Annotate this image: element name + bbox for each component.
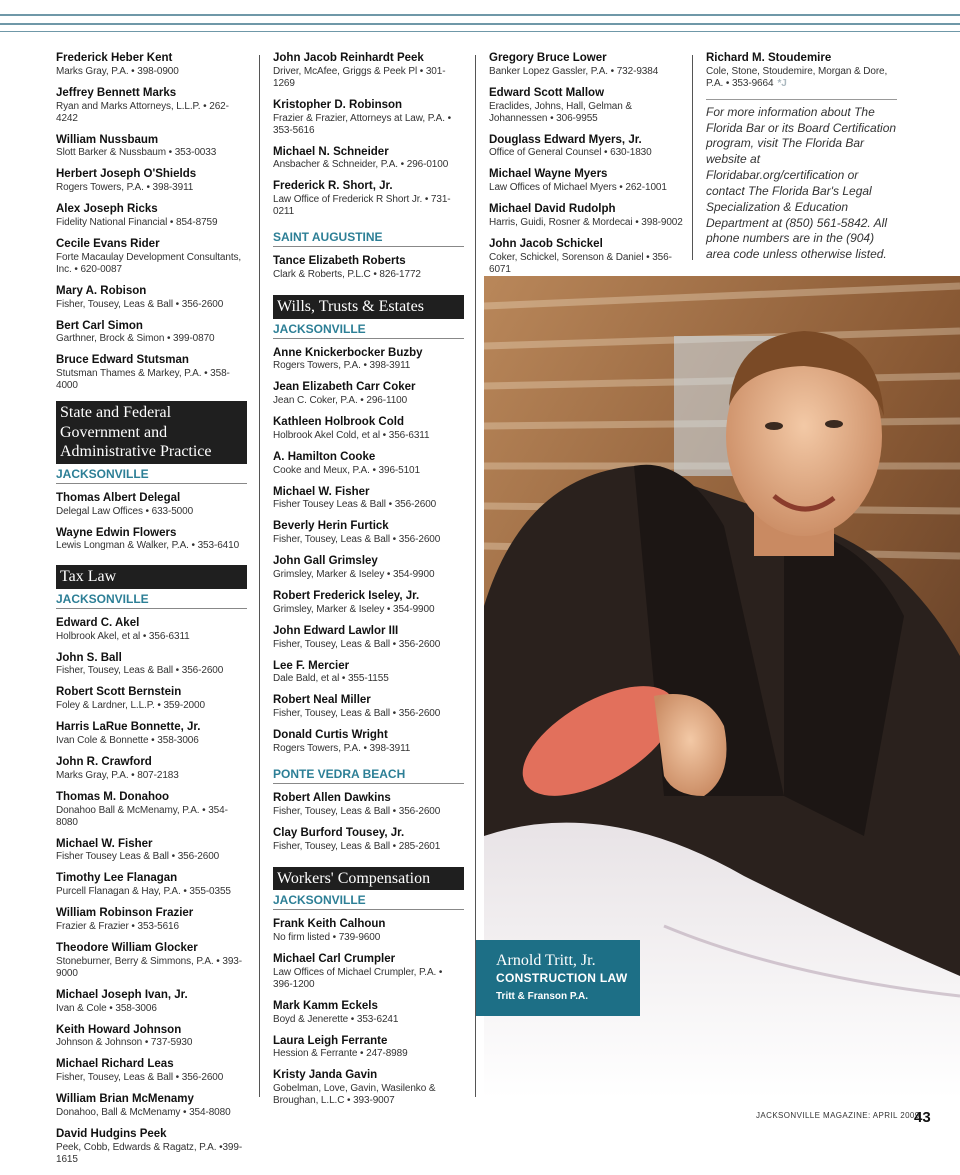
directory-entry	[489, 168, 684, 194]
entry-list	[273, 918, 464, 1107]
directory-entry	[273, 660, 464, 686]
attorney-name: A. Hamilton Cooke	[273, 450, 376, 463]
firm-and-phone: Forte Macaulay Development Consultants, Inc. • 620-0087	[56, 251, 242, 275]
attorney-name: Jeffrey Bennett Marks	[56, 86, 177, 99]
city-heading: SAINT AUGUSTINE	[273, 227, 464, 247]
attorney-name: Robert Neal Miller	[273, 694, 371, 707]
directory-entry	[56, 492, 247, 518]
attorney-name: Gregory Bruce Lower	[489, 52, 607, 64]
attorney-name: Bert Carl Simon	[56, 319, 143, 332]
attorney-name: Richard M. Stoudemire	[706, 52, 832, 64]
firm-and-phone: Slott Barker & Nussbaum • 353-0033	[56, 147, 217, 159]
attorney-name: Kristopher D. Robinson	[273, 98, 403, 111]
directory-entry	[273, 347, 464, 373]
attorney-name: Mary A. Robison	[56, 284, 147, 297]
firm-and-phone: Ivan Cole & Bonnette • 358-3006	[56, 735, 199, 747]
firm-and-phone: Frazier & Frazier • 353-5616	[56, 921, 179, 932]
firm-and-phone: Ivan & Cole • 358-3006	[56, 1002, 157, 1014]
attorney-name: Michael W. Fisher	[56, 837, 153, 850]
entry-list	[56, 492, 247, 553]
photo-caption	[476, 940, 640, 1016]
firm-and-phone: Stoneburner, Berry & Simmons, P.A. • 393-9000	[56, 955, 242, 979]
entry-list	[56, 617, 247, 1166]
directory-entry	[273, 486, 464, 512]
attorney-name: John Edward Lawlor III	[273, 624, 399, 637]
directory-entry	[273, 918, 464, 944]
caption-firm: Tritt & Franson P.A.	[496, 991, 589, 1002]
attorney-name: William Nussbaum	[56, 133, 159, 146]
directory-entry	[56, 134, 247, 160]
firm-and-phone: Frazier & Frazier, Attorneys at Law, P.A. • 353-5616	[273, 112, 451, 136]
firm-and-phone: No firm listed • 739-9600	[273, 931, 381, 943]
attorney-name: Wayne Edwin Flowers	[56, 526, 177, 539]
directory-entry	[273, 52, 464, 90]
directory-entry	[56, 872, 247, 898]
directory-entry	[56, 791, 247, 829]
column-divider	[259, 55, 260, 1097]
attorney-name: Frank Keith Calhoun	[273, 918, 386, 931]
attorney-name: Robert Scott Bernstein	[56, 686, 182, 699]
firm-and-phone: Banker Lopez Gassler, P.A. • 732-9384	[489, 65, 659, 77]
attorney-name: Frederick R. Short, Jr.	[273, 180, 393, 193]
directory-entry	[56, 686, 247, 712]
firm-and-phone: Ryan and Marks Attorneys, L.L.P. • 262-4242	[56, 100, 229, 124]
city-heading: JACKSONVILLE	[56, 589, 247, 609]
firm-and-phone: Law Offices of Michael Myers • 262-1001	[489, 182, 667, 194]
attorney-name: Thomas Albert Delegal	[56, 491, 181, 504]
attorney-name: Douglass Edward Myers, Jr.	[489, 133, 642, 146]
attorney-name: Laura Leigh Ferrante	[273, 1034, 388, 1047]
directory-entry	[273, 1069, 464, 1107]
firm-and-phone: Fisher, Tousey, Leas & Ball • 356-2600	[56, 665, 224, 677]
firm-and-phone: Office of General Counsel • 630-1830	[489, 147, 652, 159]
directory-entry	[273, 827, 464, 853]
firm-and-phone: Cole, Stone, Stoudemire, Morgan & Dore, P.A. • 353-9664 *J	[706, 65, 888, 89]
attorney-name: Harris LaRue Bonnette, Jr.	[56, 721, 201, 734]
firm-and-phone: Fisher, Tousey, Leas & Ball • 356-2600	[273, 638, 441, 650]
firm-and-phone: Fisher Tousey Leas & Ball • 356-2600	[56, 851, 220, 863]
attorney-name: Michael Richard Leas	[56, 1058, 174, 1071]
certification-info: For more information about The Florida Bar or its Board Certification program, visit The Florida Bar website at Floridabar.org/certification or contact The Florida Bar's Legal Specialization & Education Department at (850) 561-5842. All phone numbers are in the (904) area code unless otherwise listed.	[706, 99, 897, 263]
attorney-name: Donald Curtis Wright	[273, 729, 388, 742]
entry-list	[273, 255, 464, 281]
attorney-name: Bruce Edward Stutsman	[56, 354, 189, 367]
directory-entry	[56, 87, 247, 125]
directory-entry	[273, 1000, 464, 1026]
directory-entry	[489, 87, 684, 125]
directory-entry	[273, 625, 464, 651]
caption-name: Arnold Tritt, Jr.	[496, 952, 596, 969]
directory-entry	[56, 907, 247, 933]
attorney-name: Jean Elizabeth Carr Coker	[273, 381, 416, 394]
section-heading-wills-trusts: Wills, Trusts & Estates	[273, 295, 464, 319]
attorney-name: Tance Elizabeth Roberts	[273, 255, 406, 268]
attorney-name: Kathleen Holbrook Cold	[273, 416, 404, 429]
attorney-name: Anne Knickerbocker Buzby	[273, 346, 423, 359]
footer-magazine-title: JACKSONVILLE MAGAZINE: APRIL 2009	[756, 1111, 920, 1120]
attorney-name: Timothy Lee Flanagan	[56, 872, 178, 885]
city-heading: JACKSONVILLE	[273, 319, 464, 339]
firm-and-phone: Peek, Cobb, Edwards & Ragatz, P.A. •399-1615	[56, 1141, 243, 1165]
attorney-name: Thomas M. Donahoo	[56, 790, 170, 803]
directory-entry	[489, 238, 684, 276]
directory-entry	[56, 756, 247, 782]
firm-and-phone: Holbrook Akel, et al • 356-6311	[56, 630, 190, 642]
firm-and-phone: Grimsley, Marker & Iseley • 354-9900	[273, 569, 435, 581]
firm-and-phone: Donahoo Ball & McMenamy, P.A. • 354-8080	[56, 804, 228, 828]
directory-entry	[56, 1024, 247, 1050]
firm-and-phone: Eraclides, Johns, Hall, Gelman & Johannessen • 306-9955	[489, 100, 632, 124]
firm-and-phone: Rogers Towers, P.A. • 398-3911	[56, 182, 194, 194]
firm-and-phone: Marks Gray, P.A. • 398-0900	[56, 65, 179, 77]
directory-entry	[56, 942, 247, 980]
city-heading: PONTE VEDRA BEACH	[273, 764, 464, 784]
directory-entry	[273, 590, 464, 616]
attorney-name: William Robinson Frazier	[56, 907, 194, 920]
attorney-name: Edward Scott Mallow	[489, 86, 605, 99]
firm-and-phone: Rogers Towers, P.A. • 398-3911	[273, 743, 411, 755]
attorney-name: Edward C. Akel	[56, 616, 140, 629]
attorney-name: Keith Howard Johnson	[56, 1023, 182, 1036]
directory-entry	[56, 721, 247, 747]
directory-entry	[56, 238, 247, 276]
directory-entry	[273, 99, 464, 137]
firm-and-phone: Law Office of Frederick R Short Jr. • 731-0211	[273, 194, 451, 218]
firm-and-phone: Hession & Ferrante • 247-8989	[273, 1048, 408, 1060]
attorney-name: Beverly Herin Furtick	[273, 520, 389, 533]
firm-and-phone: Fisher, Tousey, Leas & Ball • 356-2600	[273, 534, 441, 546]
directory-entry	[273, 416, 464, 442]
directory-column-2	[273, 52, 464, 1116]
directory-entry	[273, 792, 464, 818]
attorney-name: Michael W. Fisher	[273, 485, 370, 498]
attorney-name: William Brian McMenamy	[56, 1093, 194, 1106]
attorney-name: Michael David Rudolph	[489, 203, 616, 216]
firm-and-phone: Dale Bald, et al • 355-1155	[273, 673, 389, 685]
directory-entry	[273, 520, 464, 546]
directory-entry	[706, 52, 897, 90]
attorney-name: John R. Crawford	[56, 756, 152, 769]
section-heading-workers-comp: Workers' Compensation	[273, 867, 464, 891]
directory-entry	[56, 527, 247, 553]
top-rule	[0, 31, 960, 32]
firm-and-phone: Jean C. Coker, P.A. • 296-1100	[273, 395, 408, 407]
attorney-name: John Jacob Schickel	[489, 237, 603, 250]
directory-entry	[489, 203, 684, 229]
section-heading-tax-law: Tax Law	[56, 565, 247, 589]
firm-and-phone: Fisher, Tousey, Leas & Ball • 356-2600	[273, 708, 441, 720]
directory-entry	[56, 203, 247, 229]
directory-entry	[273, 694, 464, 720]
directory-entry	[273, 255, 464, 281]
attorney-name: John S. Ball	[56, 651, 122, 664]
attorney-name: Michael Wayne Myers	[489, 168, 608, 181]
attorney-name: Michael N. Schneider	[273, 145, 389, 158]
firm-and-phone: Fisher, Tousey, Leas & Ball • 356-2600	[56, 1072, 224, 1084]
directory-entry	[56, 354, 247, 392]
caption-specialty: CONSTRUCTION LAW	[496, 971, 628, 985]
attorney-name: Theodore William Glocker	[56, 942, 198, 954]
firm-and-phone: Clark & Roberts, P.L.C • 826-1772	[273, 268, 421, 280]
column-divider	[692, 55, 693, 260]
attorney-name: John Gall Grimsley	[273, 555, 378, 568]
firm-and-phone: Coker, Schickel, Sorenson & Daniel • 356-6071	[489, 251, 672, 275]
directory-entry	[273, 381, 464, 407]
firm-and-phone: Fisher, Tousey, Leas & Ball • 356-2600	[56, 298, 224, 310]
directory-entry	[56, 168, 247, 194]
city-heading: JACKSONVILLE	[273, 890, 464, 910]
attorney-name: John Jacob Reinhardt Peek	[273, 52, 424, 64]
attorney-name: Cecile Evans Rider	[56, 237, 160, 250]
directory-entry	[56, 320, 247, 346]
entry-list	[56, 52, 247, 392]
firm-and-phone: Garthner, Brock & Simon • 399-0870	[56, 333, 215, 345]
firm-and-phone: Lewis Longman & Walker, P.A. • 353-6410	[56, 540, 240, 552]
firm-and-phone: Boyd & Jenerette • 353-6241	[273, 1013, 399, 1025]
directory-entry	[273, 180, 464, 218]
directory-entry	[489, 52, 684, 78]
directory-entry	[273, 146, 464, 172]
attorney-name: Alex Joseph Ricks	[56, 203, 158, 216]
firm-and-phone: Foley & Lardner, L.L.P. • 359-2000	[56, 700, 205, 712]
entry-list	[273, 792, 464, 853]
end-mark: *J	[777, 77, 787, 89]
firm-and-phone: Holbrook Akel Cold, et al • 356-6311	[273, 429, 430, 441]
firm-and-phone: Fisher Tousey Leas & Ball • 356-2600	[273, 499, 437, 511]
firm-and-phone: Stutsman Thames & Markey, P.A. • 358-4000	[56, 368, 230, 392]
firm-and-phone: Purcell Flanagan & Hay, P.A. • 355-0355	[56, 886, 231, 898]
directory-column-1	[56, 52, 247, 1175]
firm-and-phone: Gobelman, Love, Gavin, Wasilenko & Broughan, L.L.C • 393-9007	[273, 1083, 436, 1107]
city-heading: JACKSONVILLE	[56, 464, 247, 484]
directory-entry	[56, 1128, 247, 1166]
directory-entry	[56, 285, 247, 311]
attorney-name: Clay Burford Tousey, Jr.	[273, 826, 405, 839]
entry-list	[273, 347, 464, 756]
firm-and-phone: Marks Gray, P.A. • 807-2183	[56, 769, 179, 781]
attorney-name: Michael Joseph Ivan, Jr.	[56, 988, 188, 1001]
attorney-name: Michael Carl Crumpler	[273, 952, 396, 965]
directory-column-3	[489, 52, 684, 285]
directory-entry	[273, 555, 464, 581]
firm-and-phone: Delegal Law Offices • 633-5000	[56, 505, 194, 517]
firm-and-phone: Ansbacher & Schneider, P.A. • 296-0100	[273, 159, 449, 171]
attorney-name: Robert Frederick Iseley, Jr.	[273, 590, 420, 603]
entry-list	[273, 52, 464, 218]
attorney-name: Lee F. Mercier	[273, 659, 350, 672]
attorney-name: Mark Kamm Eckels	[273, 999, 378, 1012]
firm-and-phone: Cooke and Meux, P.A. • 396-5101	[273, 464, 420, 476]
firm-and-phone: Donahoo, Ball & McMenamy • 354-8080	[56, 1106, 231, 1118]
attorney-name: Kristy Janda Gavin	[273, 1069, 378, 1082]
directory-entry	[56, 989, 247, 1015]
page-number: 43	[914, 1109, 931, 1126]
directory-entry	[56, 52, 247, 78]
section-heading-government: State and Federal Government and Administrative Practice	[56, 401, 247, 464]
directory-entry	[273, 729, 464, 755]
attorney-name: Robert Allen Dawkins	[273, 792, 391, 805]
directory-entry	[273, 953, 464, 991]
directory-entry	[489, 134, 684, 160]
entry-list	[489, 52, 684, 276]
firm-and-phone: Fisher, Tousey, Leas & Ball • 285-2601	[273, 840, 441, 852]
directory-entry	[56, 1058, 247, 1084]
top-rule	[0, 23, 960, 25]
directory-entry	[56, 1093, 247, 1119]
directory-entry	[56, 617, 247, 643]
attorney-name: Herbert Joseph O'Shields	[56, 168, 197, 181]
top-rule	[0, 14, 960, 16]
attorney-name: David Hudgins Peek	[56, 1127, 167, 1140]
firm-and-phone: Driver, McAfee, Griggs & Peek Pl • 301-1269	[273, 65, 446, 89]
directory-entry	[56, 838, 247, 864]
attorney-name: Frederick Heber Kent	[56, 52, 173, 64]
firm-and-phone: Harris, Guidi, Rosner & Mordecai • 398-9002	[489, 216, 683, 228]
directory-entry	[273, 1035, 464, 1061]
firm-and-phone: Fidelity National Financial • 854-8759	[56, 216, 218, 228]
firm-and-phone: Grimsley, Marker & Iseley • 354-9900	[273, 603, 435, 615]
directory-entry	[273, 451, 464, 477]
firm-and-phone: Johnson & Johnson • 737-5930	[56, 1037, 193, 1049]
firm-and-phone: Fisher, Tousey, Leas & Ball • 356-2600	[273, 805, 441, 817]
directory-column-4	[706, 52, 897, 263]
directory-entry	[56, 652, 247, 678]
firm-and-phone: Rogers Towers, P.A. • 398-3911	[273, 360, 411, 372]
firm-and-phone: Law Offices of Michael Crumpler, P.A. • 396-1200	[273, 966, 443, 990]
